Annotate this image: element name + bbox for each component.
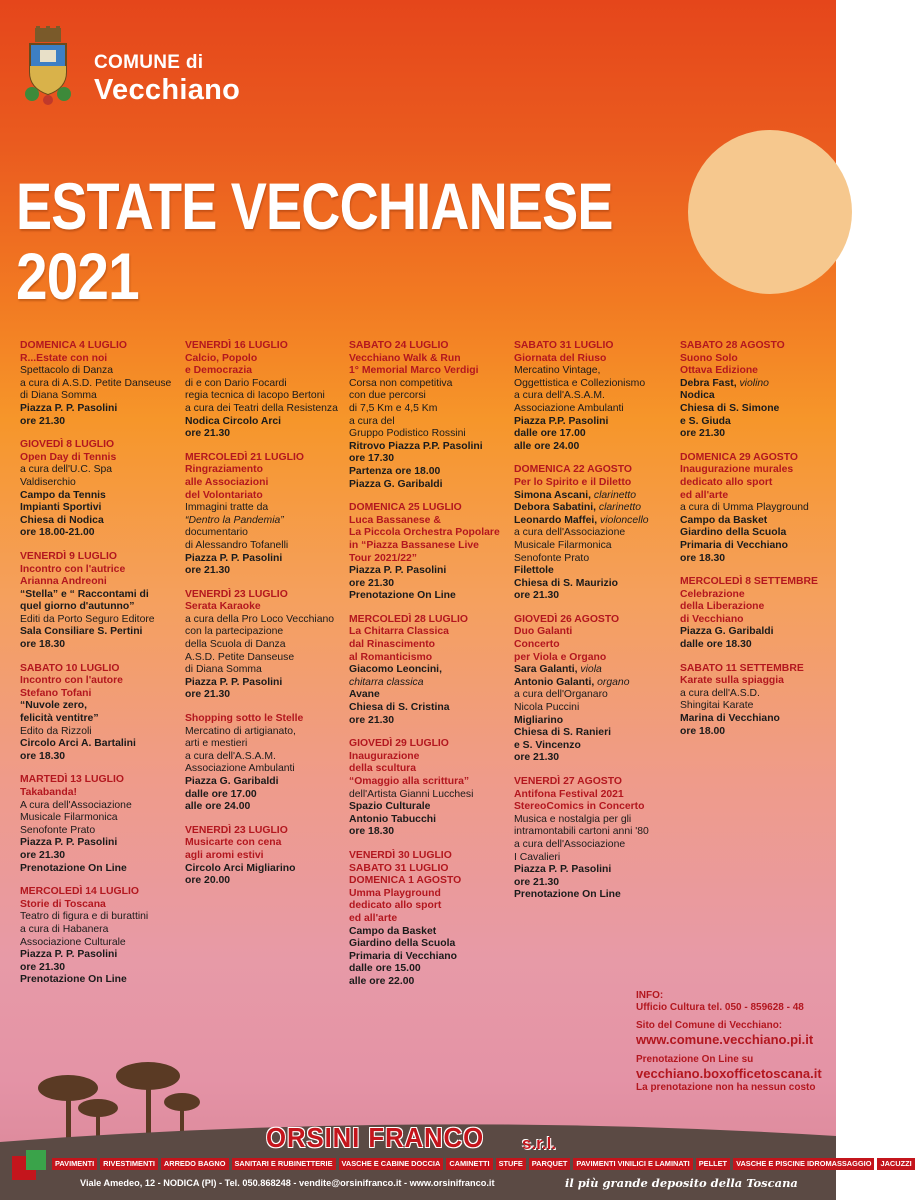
info-site-label: Sito del Comune di Vecchiano: <box>636 1020 783 1031</box>
event-performer: Debra Fast, violino <box>680 377 769 389</box>
event-detail: Prenotazione On Line <box>20 974 127 986</box>
event-note: “Dentro la Pandemia” <box>185 514 284 526</box>
event-description: a cura di A.S.D. Petite Danseuse <box>20 377 172 389</box>
event-detail: Migliarino <box>514 714 564 726</box>
poster-title: ESTATE VECCHIANESE <box>16 169 613 243</box>
event-title: Celebrazione <box>680 588 745 600</box>
event-description: Oggettistica e Collezionismo <box>514 377 646 389</box>
event-detail: Sala Consiliare S. Pertini <box>20 626 143 638</box>
event-description: con la partecipazione <box>185 626 284 638</box>
event-title: dal Rinascimento <box>349 639 436 651</box>
events-column-4 <box>514 340 680 913</box>
event-description: A cura dell'Associazione <box>20 799 132 811</box>
event-detail: Piazza P. P. Pasolini <box>20 837 118 849</box>
event-detail: Piazza P. P. Pasolini <box>20 402 118 414</box>
event-detail: ore 21.30 <box>349 577 395 589</box>
event-description: Editi da Porto Seguro Editore <box>20 613 155 625</box>
event-description: con due percorsi <box>349 390 426 402</box>
event-title: R...Estate con noi <box>20 352 108 364</box>
event-description: Gruppo Podistico Rossini <box>349 428 466 440</box>
event-description: a cura dei Teatri della Resistenza <box>185 402 338 414</box>
event-description: Shingitai Karate <box>680 700 754 712</box>
event-detail: ore 21.30 <box>185 428 231 440</box>
event-date: MERCOLEDÌ 14 LUGLIO <box>20 886 139 898</box>
event-description: di e con Dario Focardi <box>185 377 287 389</box>
event-description: Senofonte Prato <box>20 824 96 836</box>
event-entry <box>514 340 680 453</box>
event-title: del Volontariato <box>185 489 263 501</box>
event-detail: dalle ore 17.00 <box>185 788 257 800</box>
event-date: GIOVEDÌ 29 LUGLIO <box>349 738 449 750</box>
event-detail: Filettole <box>514 565 554 577</box>
event-entry <box>680 663 846 739</box>
event-title: della Liberazione <box>680 601 765 613</box>
event-date: VENERDÌ 23 LUGLIO <box>185 588 288 600</box>
event-entry <box>20 774 186 875</box>
event-detail: ore 17.30 <box>349 453 395 465</box>
event-performer: Simona Ascani, clarinetto <box>514 489 637 501</box>
event-description: di 7,5 Km e 4,5 Km <box>349 402 438 414</box>
event-title: Duo Galanti <box>514 626 573 638</box>
event-detail: dalle ore 17.00 <box>514 428 586 440</box>
sponsor-suffix: s.r.l. <box>522 1134 557 1153</box>
event-title: “Omaggio alla scrittura” <box>349 776 470 787</box>
sponsor-name: ORSINI FRANCO <box>266 1122 485 1153</box>
event-detail: “Stella” e “ Raccontami di <box>20 588 149 600</box>
event-title: Vecchiano Walk & Run <box>349 352 461 364</box>
event-title: Luca Bassanese & <box>349 514 441 526</box>
event-detail: Nodica Circolo Arci <box>185 415 282 427</box>
event-detail: “Nuvole zero, <box>20 700 87 712</box>
sponsor-category: VASCHE E CABINE DOCCIA <box>339 1158 444 1170</box>
event-description: di Diana Somma <box>185 664 262 676</box>
event-description: Musica e nostalgia per gli <box>514 813 632 825</box>
event-title: Inaugurazione murales <box>680 464 794 476</box>
event-entry <box>680 340 846 441</box>
info-phone: Ufficio Cultura tel. 050 - 859628 - 48 <box>636 1002 804 1013</box>
event-description: dell'Artista Gianni Lucchesi <box>349 788 474 800</box>
event-description: Musicale Filarmonica <box>514 539 612 551</box>
event-detail: ore 21.30 <box>185 689 231 701</box>
event-title: Takabanda! <box>20 787 77 798</box>
event-performer: Leonardo Maffei, violoncello <box>514 514 649 526</box>
event-title: della scultura <box>349 763 416 775</box>
event-detail: Nodica <box>680 390 715 402</box>
sponsor-category: CAMINETTI <box>446 1158 492 1170</box>
event-description: a cura di Habanera <box>20 923 109 935</box>
event-title: di Vecchiano <box>680 613 744 625</box>
event-detail: Giacomo Leoncini, <box>349 664 442 676</box>
event-title: La Piccola Orchestra Popolare <box>349 527 500 539</box>
event-detail: Prenotazione On Line <box>20 862 127 874</box>
event-entry <box>349 738 515 839</box>
event-date: DOMENICA 29 AGOSTO <box>680 451 798 463</box>
event-title: Stefano Tofani <box>20 687 92 699</box>
event-detail: Chiesa di S. Cristina <box>349 702 450 714</box>
poster-year: 2021 <box>16 239 139 313</box>
event-description: a cura del <box>349 415 395 427</box>
event-title: Per lo Spirito e il Diletto <box>514 476 632 488</box>
event-entry <box>185 825 351 888</box>
event-detail: e S. Giuda <box>680 415 731 427</box>
event-title: La Chitarra Classica <box>349 626 449 638</box>
event-title: StereoComics in Concerto <box>514 801 645 813</box>
event-entry <box>20 439 186 540</box>
event-detail: ore 21.30 <box>514 752 560 764</box>
event-detail: ore 21.30 <box>680 428 726 440</box>
event-detail: Impianti Sportivi <box>20 502 102 514</box>
event-detail: Piazza G. Garibaldi <box>185 776 279 787</box>
event-date: GIOVEDÌ 26 AGOSTO <box>514 613 620 625</box>
event-detail: ore 21.30 <box>514 876 560 888</box>
event-detail: Prenotazione On Line <box>514 889 621 901</box>
sponsor-category: PELLET <box>696 1158 730 1170</box>
event-description: Valdiserchio <box>20 476 76 488</box>
event-date: MERCOLEDÌ 21 LUGLIO <box>185 451 304 463</box>
event-detail: alle ore 24.00 <box>185 801 251 813</box>
event-date: VENERDÌ 9 LUGLIO <box>20 550 117 562</box>
event-description: Edito da Rizzoli <box>20 725 92 737</box>
event-detail: ore 21.30 <box>349 714 395 726</box>
event-title: Concerto <box>514 639 560 651</box>
event-detail: Piazza P. P. Pasolini <box>185 676 283 688</box>
sun-icon <box>688 130 852 294</box>
event-description: Mercatino di artigianato, <box>185 725 296 737</box>
sponsor-category: PAVIMENTI VINILICI E LAMINATI <box>573 1158 692 1170</box>
event-entry <box>20 340 186 428</box>
info-booking-label: Prenotazione On Line su <box>636 1054 754 1065</box>
event-entry <box>185 713 351 814</box>
event-date: SABATO 10 LUGLIO <box>20 662 120 674</box>
event-detail: Circolo Arci A. Bartalini <box>20 738 136 750</box>
event-title: dedicato allo sport <box>680 476 773 488</box>
event-title: in “Piazza Bassanese Live <box>349 539 479 551</box>
event-entry <box>514 464 680 603</box>
event-detail: Chiesa di S. Maurizio <box>514 577 618 589</box>
event-date: VENERDÌ 27 AGOSTO <box>514 776 622 787</box>
event-title: agli aromi estivi <box>185 849 264 861</box>
event-description: a cura dell'A.S.A.M. <box>514 390 605 402</box>
events-column-5 <box>680 340 846 749</box>
event-performer: Antonio Galanti, organo <box>514 676 630 688</box>
event-description: Mercatino Vintage, <box>514 365 601 377</box>
event-detail: Campo da Basket <box>349 925 437 937</box>
event-description: Corsa non competitiva <box>349 377 453 389</box>
event-description: I Cavalieri <box>514 851 561 863</box>
event-entry <box>185 589 351 702</box>
event-detail: Piazza G. Garibaldi <box>349 478 443 490</box>
event-title: e Democrazia <box>185 365 252 377</box>
event-title: Arianna Andreoni <box>20 576 107 588</box>
sponsor-category: PARQUET <box>529 1158 571 1170</box>
event-performer: Debora Sabatini, clarinetto <box>514 502 642 514</box>
event-date: SABATO 31 LUGLIO <box>349 862 449 874</box>
event-detail: Spazio Culturale <box>349 801 431 813</box>
event-title: Calcio, Popolo <box>185 352 258 364</box>
event-title: Ottava Edizione <box>680 365 758 377</box>
sponsor-category: ARREDO BAGNO <box>161 1158 229 1170</box>
event-description: Associazione Culturale <box>20 936 126 948</box>
event-description: a cura dell'A.S.A.M. <box>185 750 276 762</box>
event-entry <box>349 850 515 989</box>
comune-name: Vecchiano <box>94 74 241 106</box>
event-description: a cura della Pro Loco Vecchiano <box>185 613 335 625</box>
event-title: alle Associazioni <box>185 476 269 488</box>
event-detail: Giardino della Scuola <box>680 527 787 539</box>
event-detail: Primaria di Vecchiano <box>349 950 457 962</box>
event-detail: Chiesa di S. Simone <box>680 402 780 414</box>
event-entry <box>514 776 680 902</box>
event-title: Storie di Toscana <box>20 898 106 910</box>
event-description: a cura dell'A.S.D. <box>680 687 760 699</box>
event-detail: Giardino della Scuola <box>349 938 456 950</box>
event-title: Open Day di Tennis <box>20 451 117 463</box>
info-site-link[interactable]: www.comune.vecchiano.pi.it <box>636 1032 814 1047</box>
event-date: MERCOLEDÌ 8 SETTEMBRE <box>680 576 818 588</box>
event-date: GIOVEDÌ 8 LUGLIO <box>20 439 115 451</box>
event-description: a cura dell'U.C. Spa <box>20 464 113 476</box>
event-title: ed all'arte <box>680 489 729 501</box>
event-date: DOMENICA 1 AGOSTO <box>349 875 462 887</box>
event-description: a cura dell'Associazione <box>514 838 626 850</box>
event-title: ed all'arte <box>349 912 398 924</box>
event-description: A.S.D. Petite Danseuse <box>185 651 295 663</box>
event-description: di Diana Somma <box>20 390 97 402</box>
event-date: DOMENICA 25 LUGLIO <box>349 502 462 514</box>
event-detail: Prenotazione On Line <box>349 590 456 602</box>
event-description: Musicale Filarmonica <box>20 812 118 824</box>
event-detail: Piazza G. Garibaldi <box>680 626 774 638</box>
event-detail: ore 18.30 <box>680 552 726 564</box>
event-detail: quel giorno d'autunno” <box>20 601 135 613</box>
event-description: regia tecnica di Iacopo Bertoni <box>185 390 325 402</box>
event-detail: Piazza P. P. Pasolini <box>20 949 118 961</box>
event-performer: Sara Galanti, viola <box>514 664 602 676</box>
sponsor-category: VASCHE E PISCINE IDROMASSAGGIO <box>733 1158 874 1170</box>
event-description: a cura dell'Organaro <box>514 689 608 701</box>
event-title: Shopping sotto le Stelle <box>185 713 304 725</box>
sponsor-category: JACUZZI <box>877 1158 914 1170</box>
event-detail: dalle ore 18.30 <box>680 639 752 651</box>
event-title: Umma Playground <box>349 887 441 899</box>
event-detail: Marina di Vecchiano <box>680 713 780 725</box>
event-detail: Piazza P. P. Pasolini <box>349 565 447 577</box>
event-detail: Campo da Basket <box>680 514 768 526</box>
info-heading: INFO: <box>636 990 664 1001</box>
sponsor-address: Viale Amedeo, 12 - NODICA (PI) - Tel. 050.868248 - vendite@orsinifranco.it - www.orsinifranco.it <box>80 1178 495 1188</box>
event-description: Spettacolo di Danza <box>20 365 113 377</box>
event-entry <box>20 886 186 987</box>
event-detail: Partenza ore 18.00 <box>349 465 441 477</box>
event-description: documentario <box>185 527 248 539</box>
event-date: MERCOLEDÌ 28 LUGLIO <box>349 613 468 625</box>
event-detail: ore 21.30 <box>514 590 560 602</box>
event-title: Suono Solo <box>680 352 738 364</box>
event-detail: Piazza P. P. Pasolini <box>514 864 612 876</box>
event-title: 1° Memorial Marco Verdigi <box>349 365 479 377</box>
event-detail: felicità ventitre” <box>20 713 99 725</box>
event-detail: ore 21.30 <box>20 415 66 427</box>
event-description: Senofonte Prato <box>514 552 590 564</box>
event-entry <box>185 452 351 578</box>
sponsor-category: STUFE <box>496 1158 526 1170</box>
event-date: SABATO 31 LUGLIO <box>514 340 614 351</box>
event-description: di Alessandro Tofanelli <box>185 539 289 551</box>
event-detail: Piazza P.P. Pasolini <box>514 415 609 427</box>
event-entry <box>349 614 515 727</box>
event-detail: Piazza P. P. Pasolini <box>185 552 283 564</box>
event-title: Musicarte con cena <box>185 837 282 849</box>
event-date: DOMENICA 22 AGOSTO <box>514 464 632 476</box>
event-detail: ore 18.30 <box>20 639 66 651</box>
comune-label: COMUNE di <box>94 52 204 73</box>
coat-of-arms-icon <box>22 24 74 108</box>
event-description: della Scuola di Danza <box>185 639 286 651</box>
sponsor-logo-icon <box>10 1148 50 1188</box>
event-date: DOMENICA 4 LUGLIO <box>20 340 127 351</box>
event-detail: ore 20.00 <box>185 875 231 887</box>
event-date: VENERDÌ 16 LUGLIO <box>185 340 288 351</box>
event-detail: alle ore 24.00 <box>514 440 580 452</box>
event-detail: Chiesa di S. Ranieri <box>514 727 612 739</box>
events-column-3 <box>349 340 515 1000</box>
event-entry <box>349 340 515 491</box>
event-date: SABATO 11 SETTEMBRE <box>680 662 804 674</box>
event-title: Tour 2021/22” <box>349 552 417 564</box>
event-description: a cura dell'Associazione <box>514 527 626 539</box>
events-column-1 <box>20 340 186 998</box>
event-entry <box>680 452 846 565</box>
info-box <box>636 990 832 1094</box>
event-date: MARTEDÌ 13 LUGLIO <box>20 774 124 786</box>
event-date: VENERDÌ 30 LUGLIO <box>349 849 452 861</box>
event-title: al Romanticismo <box>349 651 433 663</box>
event-date: SABATO 28 AGOSTO <box>680 340 785 351</box>
event-entry <box>20 663 186 764</box>
info-booking-link[interactable]: vecchiano.boxofficetoscana.it <box>636 1066 822 1081</box>
event-title: Karate sulla spiaggia <box>680 675 784 687</box>
event-title: Ringraziamento <box>185 464 263 476</box>
event-title: per Viola e Organo <box>514 651 607 663</box>
event-detail: ore 21.30 <box>20 849 66 861</box>
event-title: Incontro con l'autore <box>20 675 123 687</box>
event-note: chitarra classica <box>349 676 424 688</box>
event-title: Incontro con l'autrice <box>20 563 126 575</box>
event-detail: ore 18.00 <box>680 725 726 737</box>
sponsor-categories <box>52 1158 912 1170</box>
event-entry <box>349 502 515 603</box>
event-detail: ore 21.30 <box>20 961 66 973</box>
info-booking-note: La prenotazione non ha nessun costo <box>636 1082 816 1093</box>
event-title: Giornata del Riuso <box>514 352 607 364</box>
event-detail: Avane <box>349 689 380 701</box>
event-description: Nicola Puccini <box>514 702 580 714</box>
event-title: Serata Karaoke <box>185 601 261 613</box>
event-detail: dalle ore 15.00 <box>349 963 421 975</box>
event-description: a cura di Umma Playground <box>680 502 809 514</box>
event-description: Associazione Ambulanti <box>514 402 624 414</box>
event-description: Associazione Ambulanti <box>185 763 295 775</box>
event-description: arti e mestieri <box>185 738 248 750</box>
sponsor-category: SANITARI E RUBINETTERIE <box>232 1158 336 1170</box>
event-detail: Primaria di Vecchiano <box>680 539 788 551</box>
event-detail: ore 21.30 <box>185 565 231 577</box>
event-detail: Ritrovo Piazza P.P. Pasolini <box>349 440 483 452</box>
event-date: VENERDÌ 23 LUGLIO <box>185 824 288 836</box>
event-description: intramontabili cartoni anni '80 <box>514 826 649 838</box>
event-entry <box>185 340 351 441</box>
event-detail: Circolo Arci Migliarino <box>185 862 296 874</box>
events-column-2 <box>185 340 351 899</box>
event-detail: Campo da Tennis <box>20 489 106 501</box>
event-detail: ore 18.30 <box>20 750 66 762</box>
event-description: Immagini tratte da <box>185 502 269 514</box>
event-description: Teatro di figura e di burattini <box>20 911 149 923</box>
event-detail: alle ore 22.00 <box>349 975 415 987</box>
event-detail: Chiesa di Nodica <box>20 514 104 526</box>
event-detail: e S. Vincenzo <box>514 739 581 751</box>
event-entry <box>514 614 680 765</box>
sponsor-category: RIVESTIMENTI <box>100 1158 158 1170</box>
event-detail: Antonio Tabucchi <box>349 813 436 825</box>
event-title: Inaugurazione <box>349 750 420 762</box>
event-entry <box>680 576 846 652</box>
event-detail: ore 18.30 <box>349 826 395 838</box>
sponsor-slogan: il più grande deposito della Toscana <box>565 1176 798 1190</box>
event-entry <box>20 551 186 652</box>
sponsor-category: PAVIMENTI <box>52 1158 97 1170</box>
event-title: Antifona Festival 2021 <box>514 788 624 800</box>
event-date: SABATO 24 LUGLIO <box>349 340 449 351</box>
event-detail: ore 18.00-21.00 <box>20 527 95 539</box>
event-title: dedicato allo sport <box>349 900 442 912</box>
